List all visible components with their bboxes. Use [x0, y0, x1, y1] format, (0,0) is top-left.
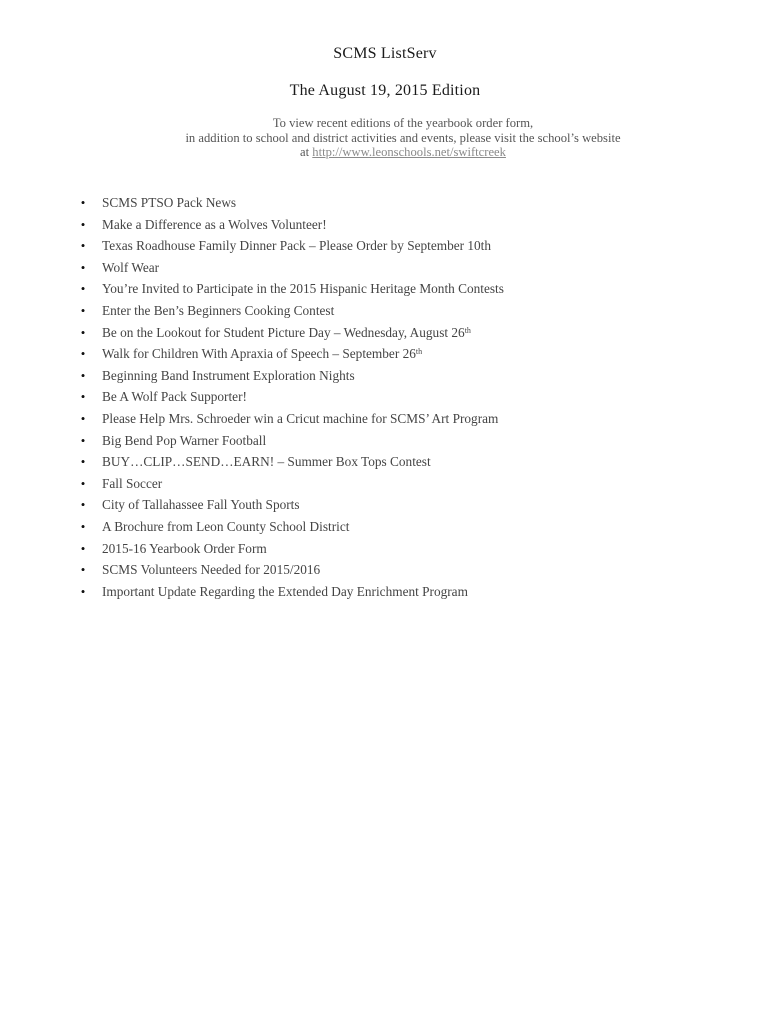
list-item-text: Beginning Band Instrument Exploration Nights: [102, 367, 355, 383]
list-item: [0, 257, 504, 279]
intro-line-1: To view recent editions of the yearbook order form,: [272, 116, 534, 130]
list-item-text: SCMS PTSO Pack News: [102, 195, 237, 210]
list-item: [0, 343, 504, 365]
bullet-icon: •: [80, 216, 86, 232]
newsletter-title: SCMS ListServ: [333, 45, 437, 62]
list-item: [0, 278, 504, 300]
list-item-text: SCMS Volunteers Needed for 2015/2016: [102, 562, 321, 578]
bullet-icon: •: [80, 367, 86, 383]
list-item: [0, 386, 504, 408]
bullet-icon: •: [80, 475, 86, 491]
list-item: [0, 300, 504, 322]
bullet-icon: •: [80, 583, 86, 599]
list-item-text: Be A Wolf Pack Supporter!: [102, 389, 247, 405]
bullet-icon: •: [80, 259, 86, 275]
list-item-text: City of Tallahassee Fall Youth Sports: [102, 497, 300, 513]
list-item-text: 2015-16 Yearbook Order Form: [102, 540, 267, 556]
intro-line-3-prefix: at: [300, 145, 313, 159]
bullet-icon: •: [80, 324, 86, 340]
bullet-icon: •: [80, 389, 86, 405]
list-item: [0, 538, 504, 560]
edition-title: The August 19, 2015 Edition: [289, 82, 481, 99]
bullet-icon: •: [80, 238, 86, 254]
list-item: [0, 192, 504, 214]
intro-line-2: in addition to school and district activities and events, please visit the school’s website: [185, 130, 621, 145]
intro-paragraph: [0, 116, 770, 160]
list-item: [0, 451, 504, 473]
list-item: [0, 365, 504, 387]
list-item-text: BUY…CLIP…SEND…EARN! – Summer Box Tops Contest: [102, 454, 431, 470]
list-item: [0, 430, 504, 452]
list-item-text: Make a Difference as a Wolves Volunteer!: [102, 216, 327, 232]
list-item: [0, 322, 504, 344]
list-item: [0, 235, 504, 257]
list-item-text: Texas Roadhouse Family Dinner Pack – Please Order by September 10th: [102, 238, 492, 254]
list-item-text: Enter the Ben’s Beginners Cooking Contest: [102, 302, 335, 318]
bullet-icon: •: [80, 302, 86, 318]
list-item-text: Fall Soccer: [102, 475, 163, 491]
school-website-link[interactable]: http://www.leonschools.net/swiftcreek: [312, 145, 506, 159]
list-item-text: You’re Invited to Participate in the 2015 Hispanic Heritage Month Contests: [102, 281, 504, 297]
bullet-icon: •: [80, 281, 86, 297]
bullet-icon: •: [80, 346, 86, 362]
bullet-icon: •: [80, 432, 86, 448]
bullet-icon: •: [80, 454, 86, 470]
list-item-text: Wolf Wear: [102, 259, 160, 275]
list-item-text: Walk for Children With Apraxia of Speech – September 26: [102, 346, 416, 362]
list-item-text: Big Bend Pop Warner Football: [102, 432, 267, 448]
ordinal-suffix: th: [415, 347, 423, 357]
bullet-icon: •: [80, 540, 86, 556]
bullet-icon: •: [80, 562, 86, 578]
bullet-icon: •: [80, 497, 86, 513]
list-item: [0, 559, 504, 581]
bullet-icon: •: [80, 195, 86, 210]
list-item: [0, 581, 504, 603]
ordinal-suffix: th: [464, 325, 471, 335]
bullet-icon: •: [80, 410, 86, 426]
list-item-text: Important Update Regarding the Extended Day Enrichment Program: [102, 583, 468, 599]
bullet-icon: •: [80, 518, 86, 534]
list-item: [0, 214, 504, 236]
list-item-text: Please Help Mrs. Schroeder win a Cricut machine for SCMS’ Art Program: [102, 410, 499, 426]
list-item: [0, 494, 504, 516]
list-item: [0, 516, 504, 538]
list-item-text: Be on the Lookout for Student Picture Day – Wednesday, August 26: [102, 324, 465, 340]
list-item-text: A Brochure from Leon County School District: [102, 518, 350, 534]
list-item: [0, 473, 504, 495]
list-item: [0, 408, 504, 430]
intro-line-3: [0, 145, 770, 160]
article-list: [0, 192, 504, 602]
